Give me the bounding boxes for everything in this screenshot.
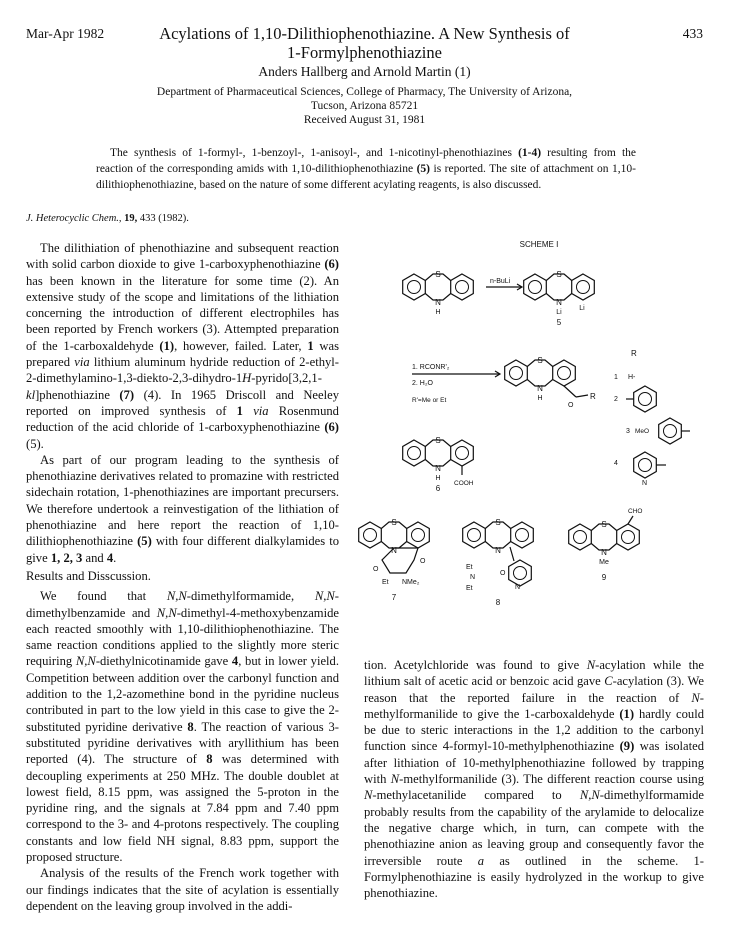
text: has been known in the literature for some time (2). An extensive study of the scope and limitations of the lithiation concerning the introduction of different electrophiles has been reported by French workers (3). Attempted preparation of the 1-carboxaldehyde (26, 273, 339, 353)
ethyl-label: Et (382, 579, 389, 586)
text: Rosenmund reduction of the acid chloride of 1-carboxyphenothiazine (26, 403, 339, 435)
text: -dimethylbenzamide and (26, 589, 339, 620)
text: -methylformanilide (3). The different reaction course using (399, 772, 704, 787)
r2-number: 2 (614, 396, 618, 403)
compound-ref: 1, 2, 3 (50, 550, 83, 565)
nitrogen-label: N (515, 584, 521, 591)
r-group-label: R (590, 392, 596, 401)
article-title-line2: 1-Formylphenothiazine (287, 43, 442, 62)
italic-text: a (477, 853, 485, 868)
phenyl-group (626, 386, 656, 412)
paragraph-2 (26, 452, 339, 566)
dimethylamino-label: NMe₂ (402, 579, 420, 586)
abstract-text: resulting from the reaction of the corresponding amids with 1,10-dilithiophenothiazine (96, 147, 637, 175)
compound-ref: (6) (324, 420, 339, 435)
text: as outlined in the scheme. 1-Formylphenothiazine is easily hydrolyzed in the workup to give phenothiazine. (364, 853, 704, 901)
reaction-step-2: 2. H₂O (412, 380, 433, 387)
italic-text: C (604, 674, 613, 689)
text: The dilithiation of phenothiazine and subsequent reaction with solid carbon dioxide to give 1-carboxyphenothiazine (26, 241, 339, 272)
italic-text: H (242, 371, 252, 386)
compound-6-structure (403, 436, 474, 493)
text: tion. Acetylchloride was found to give (364, 658, 587, 672)
r1-value: H- (628, 374, 636, 381)
text: was prepared (26, 338, 339, 370)
compound-label-8: 8 (495, 598, 501, 607)
oxygen-label: O (500, 570, 506, 577)
nbuli-reagent: n-BuLi (490, 278, 511, 285)
ethyl-label: Et (466, 585, 473, 592)
compound-label-7: 7 (391, 593, 397, 602)
dilithiophenothiazine-structure (524, 270, 595, 327)
compound-ref: (1) (159, 338, 175, 353)
text: was isolated after lithiation of 10-methylphenothiazine followed by trapping with (364, 739, 704, 787)
r1-number: 1 (614, 374, 618, 381)
italic-text: N,N (579, 788, 600, 803)
nitrogen-label: N (391, 546, 397, 555)
pyridyl-group (634, 452, 666, 487)
text: . The reaction of various 3-substituted pyridine derivatives with aryllithium has been reported (4). The structure of (26, 719, 339, 767)
compound-ref: 4 (231, 654, 239, 669)
italic-text: N (586, 658, 596, 672)
sulfur-label: S (556, 270, 562, 279)
r-bond (576, 395, 588, 397)
abstract-compound-ref: (5) (416, 163, 430, 175)
italic-text: N,N (166, 589, 187, 604)
nitrogen-label: N (495, 546, 501, 555)
r-table-header: R (631, 349, 637, 358)
nitrogen-label: N (537, 384, 543, 393)
sulfur-label: S (495, 518, 501, 527)
authors: Anders Hallberg and Arnold Martin (1) (258, 64, 471, 79)
citation (26, 213, 189, 224)
text: -methylacetanilide compared to (372, 788, 580, 803)
compound-8-structure (463, 518, 534, 607)
compound-ref: (1) (619, 706, 635, 721)
text: hardly could be due to steric interactions in the 1,2 addition to the carbonyl function since 4-formyl-10-methylphenothiazine (364, 706, 704, 754)
carbonyl-bond (564, 386, 576, 397)
text (243, 404, 253, 418)
italic-text: via (74, 355, 90, 370)
left-column (26, 240, 339, 914)
page-number: 433 (682, 26, 703, 41)
text: with four different dialkylamides to give (26, 534, 340, 565)
paragraph-3 (26, 588, 339, 865)
sulfur-label: S (391, 518, 397, 527)
text: lithium aluminum hydride reduction of 2-ethyl-2-dimethylamino-1,3-diekto-2,3-dihydro-1 (26, 355, 339, 386)
italic-text: N,N (156, 605, 177, 620)
compound-ref: 8 (206, 752, 213, 767)
compound-label-9: 9 (601, 573, 607, 582)
compound-ref: 4 (106, 550, 114, 565)
nitrogen-label: N (601, 548, 607, 557)
carboxyl-label: COOH (454, 480, 474, 487)
italic-text: via (253, 403, 269, 418)
citation-pages: 433 (1982). (139, 213, 189, 224)
italic-text: N (364, 788, 373, 803)
paragraph-continued (364, 657, 704, 901)
compound-ref: (7) (119, 387, 135, 402)
sulfur-label: S (537, 356, 543, 365)
paragraph-1 (26, 240, 339, 452)
text: As part of our program leading to the synthesis of phenothiazine derivatives related to promazine with restricted sidechain rotation, 1-phenothiazines are important precursers. We therefore undertook a reinvestigation of the lithiation of phenothiazine and here report the reaction of 1,10-dilithiophenothiazine (26, 452, 339, 549)
sulfur-label: S (435, 270, 441, 279)
compound-label-5: 5 (556, 318, 562, 327)
compound-ref: (9) (619, 739, 635, 754)
text: , but in lower yield. Competition between addition over the carbonyl function and addition to the 1,2-azomethine bond in the pyridine nucleus contributed in part to the low yield in this case to give the 2-substituted pyridine derivative (26, 654, 339, 734)
scheme-title: SCHEME I (519, 240, 559, 249)
nitrogen-label: N (642, 480, 648, 487)
abstract-text: is reported. The site of attachment on 1,10-dilithiophenothiazine, based on the nature of some different acylating reagents, is also discussed. (96, 163, 637, 191)
section-heading: Results and Disscussion. (26, 568, 151, 583)
text: -acylation while the lithium salt of acetic acid or benzoic acid gave (364, 658, 704, 689)
italic-text: N (691, 690, 700, 705)
hydrogen-label: H (435, 475, 441, 482)
nitrogen-label: N (470, 574, 476, 581)
italic-text: N,N (314, 589, 335, 604)
lithium-label: Li (579, 305, 585, 312)
text: , however, failed. Later, (174, 338, 308, 353)
text: ]phenothiazine (35, 387, 120, 402)
compound-9-structure (569, 508, 643, 582)
rprime-note: R'=Me or Et (412, 397, 447, 404)
text: (4). In 1965 Driscoll and Neeley reported on improved synthesis of (26, 387, 339, 418)
hydrogen-label: H (435, 309, 441, 316)
italic-text: N (390, 772, 400, 787)
text: -diethylnicotinamide gave (95, 654, 232, 669)
abstract-compound-ref: (1-4) (518, 147, 542, 159)
affiliation-line2: Tucson, Arizona 85721 (310, 100, 419, 112)
methyl-label: Me (599, 559, 609, 566)
text: -methylformanilide to give the 1-carboxaldehyde (364, 690, 704, 721)
formyl-label: CHO (628, 508, 643, 515)
text: -acylation (3). We reason that the reported failure in the reaction of (364, 674, 704, 705)
compound-ref: 1 (236, 403, 243, 418)
abstract (96, 145, 636, 193)
italic-text: kl (26, 387, 36, 402)
paragraph-4 (26, 865, 339, 914)
text: -dimethylformamide probably results from the capability of the arylamide to delocalize the negative charge which, in turn, can compete with the phenothiazine anion as leaving group and consequently favor the irreversible route (364, 788, 704, 868)
lithium-label: Li (556, 309, 562, 316)
text: -dimethyl-4-methoxybenzamide each reacted smoothly with 1,10-dilithiophenothiazine. The same reaction conditions applied to the slightly more steric requiring (26, 605, 339, 669)
ethyl-label: Et (466, 564, 473, 571)
text: and (82, 550, 107, 565)
text: was determined with decoupling experiments at 250 MHz. The double doublet at lowest field, 8.15 ppm, was assigned the 5-proton in the pyridine ring, and the signals at 7.84 ppm and 7.40 ppm correspond to the 3- and 4-protons respectively. The coupling constants and low field NH signal, 8.83 ppm, support the proposed structure. (26, 752, 339, 864)
text: We found that (40, 589, 167, 604)
nitrogen-label: N (556, 298, 562, 307)
text: . (113, 550, 117, 565)
anisyl-group (659, 418, 690, 444)
compound-7-structure (359, 518, 430, 602)
compound-label-6: 6 (435, 484, 441, 493)
compound-ref: 8 (187, 719, 194, 734)
journal-date: Mar-Apr 1982 (26, 26, 105, 41)
hydrogen-label: H (537, 395, 543, 402)
citation-journal: J. Heterocyclic Chem., (26, 213, 122, 224)
oxygen-label: O (420, 558, 426, 565)
text: -pyrido[3,2,1- (251, 371, 322, 386)
text: -dimethylformamide, (186, 589, 315, 604)
affiliation-line1: Department of Pharmaceutical Sciences, College of Pharmacy, The University of Arizona, (156, 86, 573, 98)
acylphenothiazine-structure (505, 356, 596, 409)
compound-ref: 1 (307, 338, 314, 353)
oxygen-label: O (568, 402, 574, 409)
text: Analysis of the results of the French work together with our findings indicates that the site of acylation is essentially dependent on the leaving group involved in the addi- (26, 866, 339, 913)
abstract-text: The synthesis of 1-formyl-, 1-benzoyl-, 1-anisoyl-, and 1-nicotinyl-phenothiazines (110, 147, 519, 159)
r4-number: 4 (614, 460, 618, 467)
received-date: Received August 31, 1981 (303, 114, 426, 126)
right-column (364, 657, 704, 901)
compound-ref: (5) (137, 534, 152, 549)
citation-volume: 19, (124, 213, 138, 224)
r3-number: 3 (626, 428, 630, 435)
text: (5). (26, 436, 44, 451)
nitrogen-label: N (435, 464, 441, 473)
nitrogen-label: N (435, 298, 441, 307)
sulfur-label: S (601, 520, 607, 529)
reaction-step-1: 1. RCONR'₂ (412, 364, 450, 371)
sulfur-label: S (435, 436, 441, 445)
phenothiazine-structure (403, 270, 474, 316)
compound-ref: (6) (324, 257, 339, 272)
oxygen-label: O (373, 566, 379, 573)
r3-methoxy: MeO (635, 428, 650, 435)
scheme-1-figure (350, 235, 729, 650)
italic-text: N,N (75, 654, 96, 669)
article-title-line1: Acylations of 1,10-Dilithiophenothiazine. A New Synthesis of (159, 24, 570, 43)
